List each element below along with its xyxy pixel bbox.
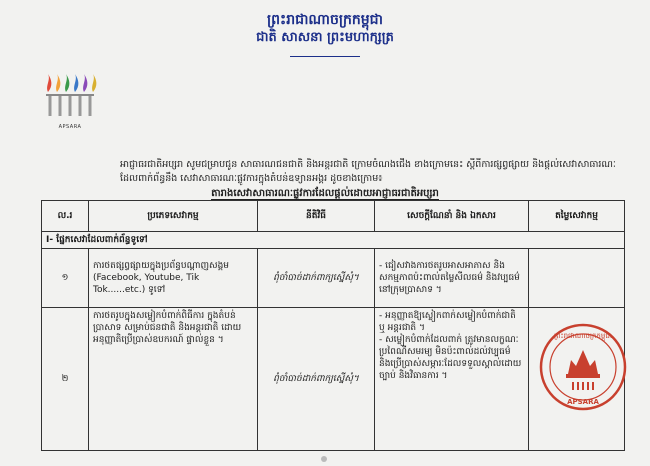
row-number: ២: [42, 308, 89, 451]
row-number: ១: [42, 249, 89, 308]
row-fee: [529, 249, 625, 308]
header-ornament: [290, 50, 360, 57]
motto: ជាតិ សាសនា ព្រះមហាក្សត្រ: [256, 30, 394, 45]
row-documents: [375, 308, 529, 451]
kingdom-title: ព្រះរាជាណាចក្រកម្ពុជា: [266, 12, 383, 28]
document-item: - សម្លៀកបំពាក់ដែលពាក់ ត្រូវមានលក្ខណៈប្រពៃណីសមរម្យ មិនប៉ះពាល់ដល់វប្បធម៌ និងប្រើប្រាស់សម្ភារៈដែលទទួលស្គាល់ដោយច្បាប់ និងវិធានការ ។: [379, 334, 524, 382]
row-service: ការថតរូបក្នុងសម្លៀកបំពាក់ពិធីការ ក្នុងតំបន់ ប្រាសាទ សម្រាប់ជនជាតិ និងអន្តរជាតិ ដោយអនុញ្ញាតិប្រើប្រាស់ឧបករណ៍ ផ្ទាល់ខ្លួន ។: [89, 308, 258, 451]
flame-shape: [74, 74, 78, 92]
intro-paragraph: អាជ្ញាធរជាតិអប្សរា សូមជម្រាបជូន សាធារណជនជាតិ និងអន្តរជាតិ ក្រោមចំណងជើង ខាងក្រោមនេះ ស្តីពីការផ្សព្វផ្សាយ និងផ្តល់សេវាសាធារណៈ ដែលពាក់ព័ន្ធនឹង សេវាសាធារណៈផ្លូវការក្នុងតំបន់ឧទ្យានអង្គរ ដូចខាងក្រោម៖: [120, 159, 616, 184]
seal-bottom-text: APSARA: [567, 398, 599, 406]
header-procedure: នីតិវិធី: [258, 201, 375, 232]
flame-shape: [56, 74, 60, 92]
table-title: តារាងសេវាសាធារណៈផ្លូវការដែលផ្តល់ដោយអាជ្ញាធរជាតិអប្សរា: [211, 188, 439, 199]
table-header-row: [42, 201, 625, 232]
page-dot: [321, 456, 327, 462]
header-service: ប្រភេទសេវាកម្ម: [89, 201, 258, 232]
row-procedure: ពុំចាំបាច់ដាក់ពាក្យស្នើសុំ។: [258, 249, 375, 308]
temple-emblem: [568, 350, 598, 374]
section-row: [42, 232, 625, 249]
flame-shape: [47, 74, 51, 92]
row-procedure: ពុំចាំបាច់ដាក់ពាក្យស្នើសុំ។: [258, 308, 375, 451]
header-no: ល.រ: [42, 201, 89, 232]
emblem-flames: [573, 382, 593, 390]
flame-shape: [83, 74, 87, 92]
seal-top-text: ព្រះរាជាណាចក្រកម្ពុជា: [553, 332, 613, 340]
row-service: ការថតផ្សព្វផ្សាយក្នុងប្រព័ន្ធបណ្តាញសង្គម (Facebook, Youtube, Tik Tok......etc.) ទូទៅ: [89, 249, 258, 308]
header-documents: សេចក្តីណែនាំ និង ឯកសារ: [375, 201, 529, 232]
table-row: [42, 249, 625, 308]
document-item: - ជៀសវាងការថតរូបអាសអាភាស និងសកម្មភាពប៉ះពាល់តម្លៃសីលធម៌ និងវប្បធម៌ នៅក្រុមប្រាសាទ ។: [379, 260, 524, 296]
row-documents: [375, 249, 529, 308]
flame-shape: [65, 74, 69, 92]
section-label: I- ផ្នែកសេវាដែលពាក់ព័ន្ធទូទៅ: [42, 232, 625, 249]
document-item: - អនុញ្ញាតឱ្យស្លៀកពាក់សម្លៀកបំពាក់ជាតិ ឬ អន្តរជាតិ ។: [379, 310, 524, 334]
official-seal: [538, 322, 628, 412]
logo-caption: APSARA: [58, 124, 82, 130]
header-fee: តម្លៃសេវាកម្ម: [529, 201, 625, 232]
flame-shape: [92, 74, 96, 92]
temple-base: [566, 374, 600, 378]
